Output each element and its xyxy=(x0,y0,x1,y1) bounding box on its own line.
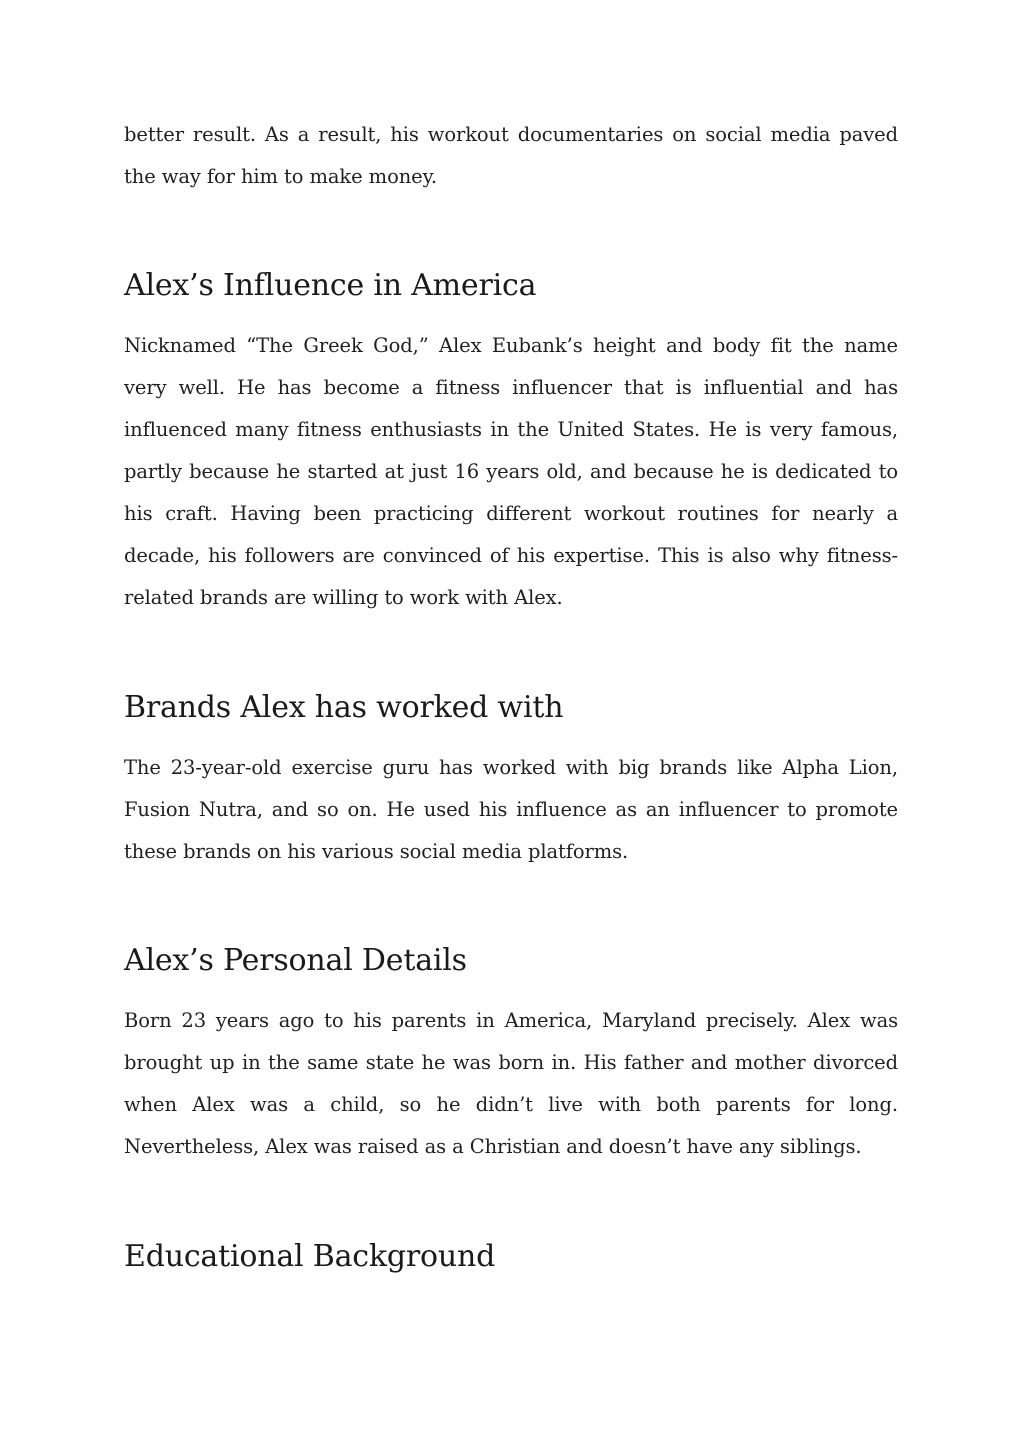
section-paragraph-brands: The 23-year-old exercise guru has worked with big brands like Alpha Lion, Fusion Nutra, and so on. He used his influence as an influencer to promote these brands on his various social media platforms. xyxy=(124,756,898,863)
section-heading-brands: Brands Alex has worked with xyxy=(124,690,564,725)
section-heading-education: Educational Background xyxy=(124,1239,496,1274)
section-heading-influence: Alex’s Influence in America xyxy=(124,268,537,303)
section-paragraph-influence: Nicknamed “The Greek God,” Alex Eubank’s height and body fit the name very well. He has become a fitness influencer that is influential and has influenced many fitness enthusiasts in the United States. He is very famous, partly because he started at just 16 years old, and because he is dedicated to his craft. Having been practicing different workout routines for nearly a decade, his followers are convinced of his expertise. This is also why fitness-related brands are willing to work with Alex. xyxy=(124,334,898,609)
section-heading-personal-details: Alex’s Personal Details xyxy=(124,943,467,978)
intro-paragraph: better result. As a result, his workout documentaries on social media paved the way for him to make money. xyxy=(124,123,898,188)
section-paragraph-personal-details: Born 23 years ago to his parents in America, Maryland precisely. Alex was brought up in the same state he was born in. His father and mother divorced when Alex was a child, so he didn’t live with both parents for long. Nevertheless, Alex was raised as a Christian and doesn’t have any siblings. xyxy=(124,1009,898,1158)
